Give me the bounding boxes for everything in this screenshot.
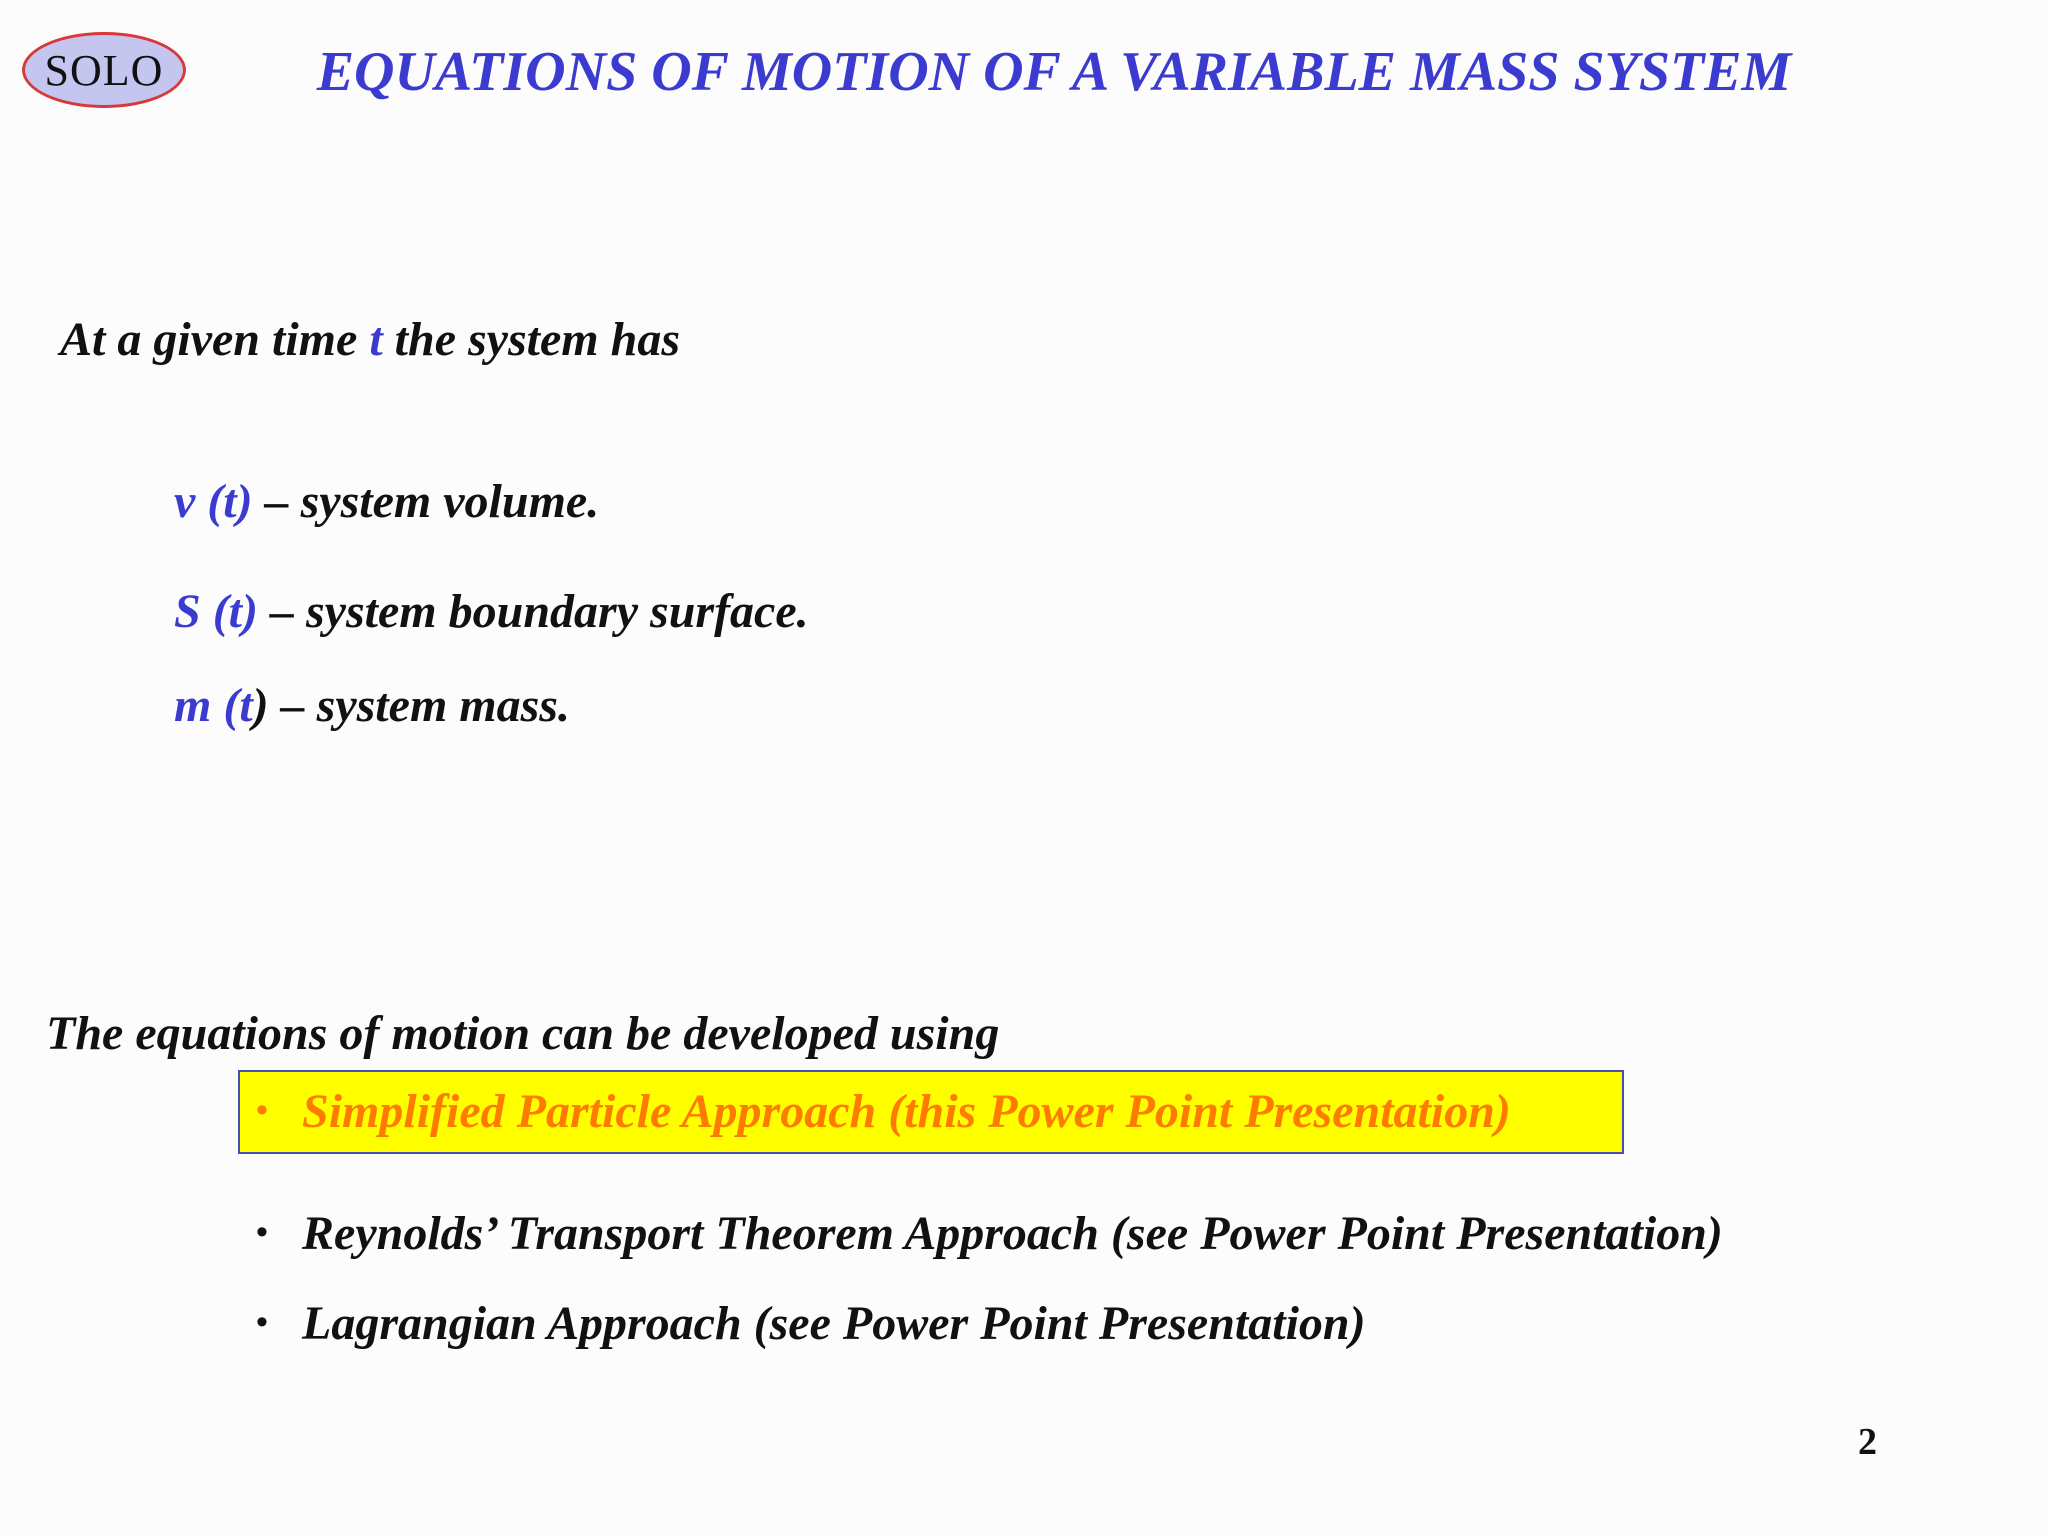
definition-description: – system boundary surface. [258, 585, 809, 638]
logo-text: SOLO [44, 45, 164, 95]
definition-symbol: S (t) [174, 585, 258, 638]
definition-mass [174, 678, 570, 733]
slide-title [0, 40, 2048, 104]
intro-after: the system has [382, 313, 681, 366]
bullet-text: Reynolds’ Transport Theorem Approach (see Power Point Presentation) [302, 1207, 1723, 1260]
page-number: 2 [1858, 1421, 1877, 1463]
bullet-item-reynolds [256, 1206, 1723, 1261]
bullet-marker: • [256, 1213, 268, 1251]
bullet-marker: • [256, 1303, 268, 1341]
definition-symbol: m (t [174, 679, 253, 732]
intro-line [60, 312, 680, 367]
intro-before: At a given time [60, 313, 370, 366]
slide-title-text: EQUATIONS OF MOTION OF A VARIABLE MASS SYSTEM [316, 41, 1792, 103]
bullet-marker: • [256, 1091, 268, 1129]
bullet-text: Lagrangian Approach (see Power Point Presentation) [302, 1297, 1366, 1350]
intro-time-variable: t [369, 313, 383, 366]
approaches-lead-text: The equations of motion can be developed using [46, 1007, 1000, 1060]
definition-volume [174, 474, 599, 529]
bullet-item-particle [256, 1084, 1511, 1139]
bullet-item-lagrangian [256, 1296, 1366, 1351]
definition-description: – system mass. [268, 679, 570, 732]
definition-close-paren: ) [252, 679, 269, 732]
bullet-text: Simplified Particle Approach (this Power Point Presentation) [302, 1085, 1511, 1138]
definition-description: – system volume. [252, 475, 600, 528]
definition-surface [174, 584, 809, 639]
definition-symbol: v (t) [174, 475, 253, 528]
